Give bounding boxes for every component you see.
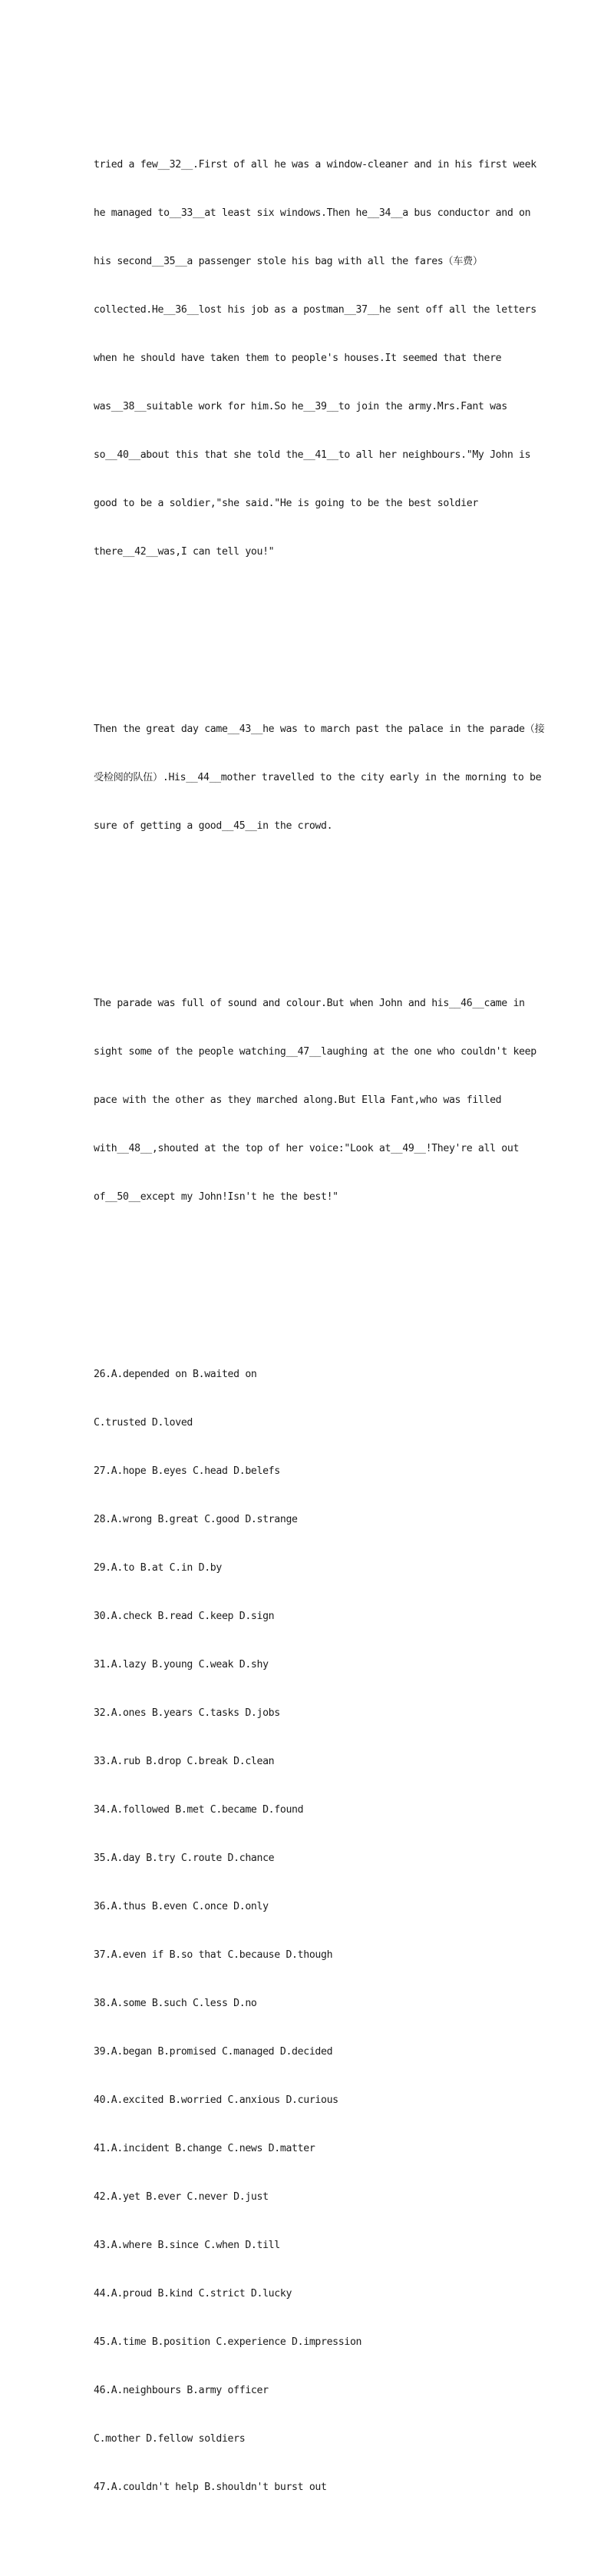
option-line: 42.A.yet B.ever C.never D.just — [94, 2191, 269, 2203]
passage-line: good to be a soldier,"she said."He is going to be the best soldier — [94, 498, 478, 509]
option-line: 34.A.followed B.met C.became D.found — [94, 1804, 304, 1816]
option-line: 29.A.to B.at C.in D.by — [94, 1562, 222, 1574]
document-content — [94, 76, 545, 2576]
passage-line: Then the great day came__43__he was to march past the palace in the parade（接 — [94, 723, 545, 735]
passage-paragraph-1 — [94, 124, 536, 592]
option-line: 39.A.began B.promised C.managed D.decided — [94, 2046, 333, 2058]
option-line: 46.A.neighbours B.army officer — [94, 2385, 269, 2396]
passage-line: pace with the other as they marched along.But Ella Fant,who was filled — [94, 1094, 502, 1106]
passage-line: with__48__,shouted at the top of her voice:"Look at__49__!They're all out — [94, 1143, 520, 1154]
passage-line: The parade was full of sound and colour.But when John and his__46__came in — [94, 998, 525, 1009]
option-line: 28.A.wrong B.great C.good D.strange — [94, 1514, 298, 1525]
passage-line: he managed to__33__at least six windows.Then he__34__a bus conductor and on — [94, 207, 531, 219]
option-line: 41.A.incident B.change C.news D.matter — [94, 2143, 315, 2154]
option-line: 33.A.rub B.drop C.break D.clean — [94, 1756, 275, 1767]
passage-paragraph-3 — [94, 963, 536, 1237]
passage-paragraph-2 — [94, 689, 545, 866]
option-line: 44.A.proud B.kind C.strict D.lucky — [94, 2288, 292, 2300]
option-line: 35.A.day B.try C.route D.chance — [94, 1853, 275, 1864]
option-line: 40.A.excited B.worried C.anxious D.curious — [94, 2094, 338, 2106]
passage-line: so__40__about this that she told the__41__to all her neighbours."My John is — [94, 449, 531, 461]
option-line: 36.A.thus B.even C.once D.only — [94, 1901, 269, 1912]
option-line: 37.A.even if B.so that C.because D.though — [94, 1949, 333, 1961]
option-line: C.mother D.fellow soldiers — [94, 2433, 246, 2445]
passage-line: was__38__suitable work for him.So he__39__to join the army.Mrs.Fant was — [94, 401, 507, 412]
passage-line: there__42__was,I can tell you!" — [94, 546, 275, 558]
passage-line: when he should have taken them to people's houses.It seemed that there — [94, 353, 502, 364]
option-line: 38.A.some B.such C.less D.no — [94, 1998, 257, 2009]
passage-line: tried a few__32__.First of all he was a window-cleaner and in his first week — [94, 159, 536, 171]
passage-line: sure of getting a good__45__in the crowd. — [94, 820, 333, 832]
option-line: 31.A.lazy B.young C.weak D.shy — [94, 1659, 269, 1670]
paragraph-gap — [94, 624, 531, 641]
passage-line: his second__35__a passenger stole his bag with all the fares（车费） — [94, 256, 483, 267]
option-line: 32.A.ones B.years C.tasks D.jobs — [94, 1707, 280, 1719]
passage-line: 受检阅的队伍）.His__44__mother travelled to the city early in the morning to be — [94, 772, 542, 783]
option-line: 47.A.couldn't help B.shouldn't burst out — [94, 2482, 327, 2493]
option-line: 30.A.check B.read C.keep D.sign — [94, 1611, 275, 1622]
passage-line: collected.He__36__lost his job as a postman__37__he sent off all the letters — [94, 304, 536, 316]
passage-line: sight some of the people watching__47__laughing at the one who couldn't keep — [94, 1046, 536, 1058]
answer-options-list — [94, 1334, 531, 2528]
option-line: 27.A.hope B.eyes C.head D.belefs — [94, 1465, 280, 1477]
paragraph-gap — [94, 899, 531, 915]
option-line: 45.A.time B.position C.experience D.impression — [94, 2336, 362, 2348]
option-line: 43.A.where B.since C.when D.till — [94, 2240, 280, 2251]
passage-line: of__50__except my John!Isn't he the best!" — [94, 1191, 338, 1203]
paragraph-gap — [94, 1270, 531, 1286]
option-line: 26.A.depended on B.waited on — [94, 1369, 257, 1380]
option-line: C.trusted D.loved — [94, 1417, 193, 1429]
